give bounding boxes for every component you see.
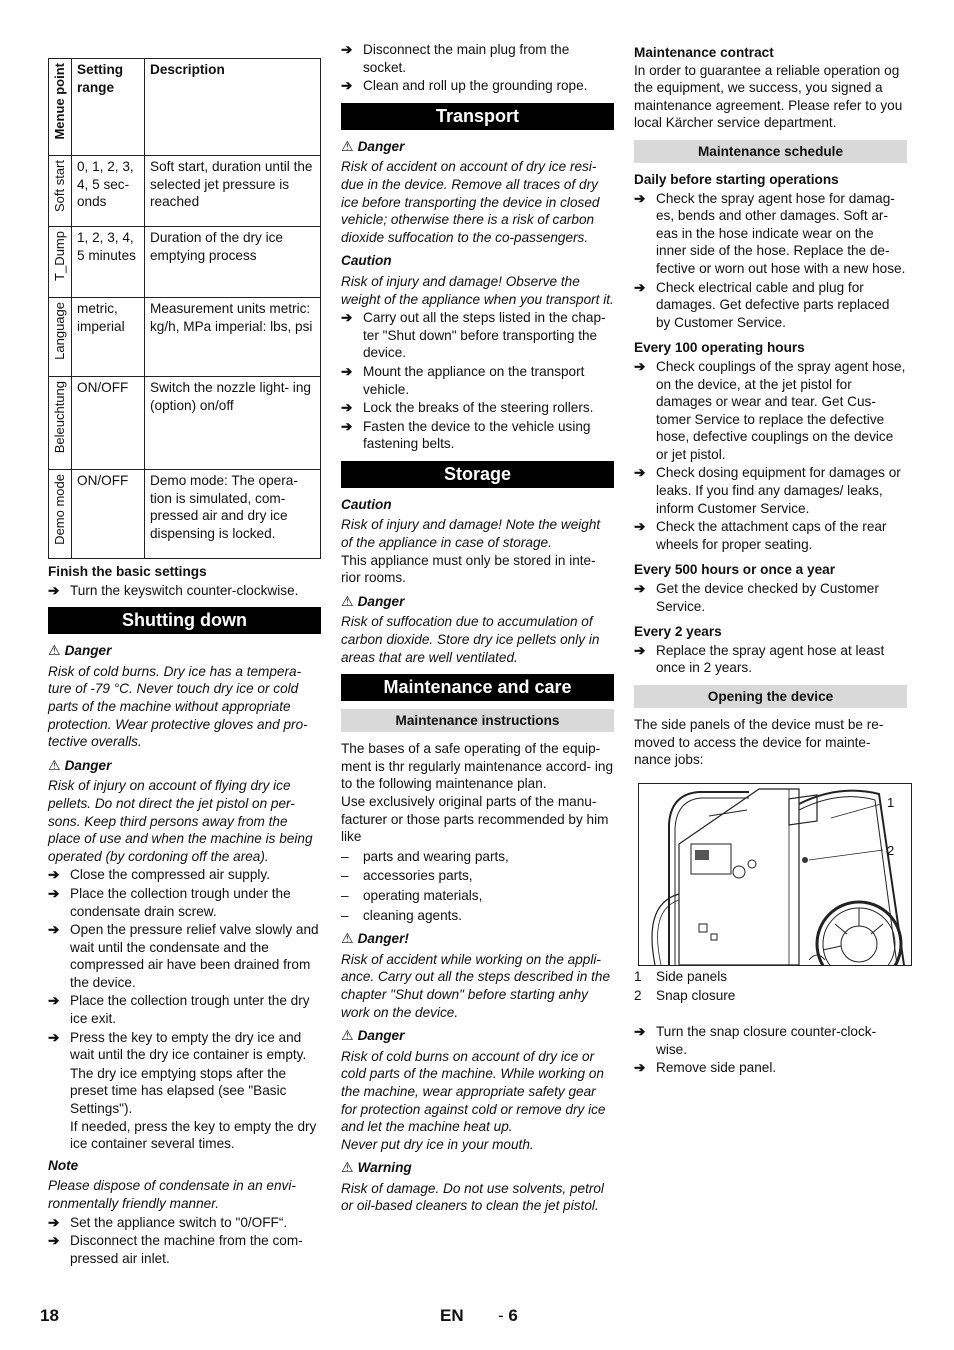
device-illustration <box>639 784 911 965</box>
danger-label: ⚠ Danger <box>341 1027 405 1044</box>
warning-triangle-icon: ⚠ <box>341 592 354 609</box>
storage-text: This appliance must only be stored in inte- rior rooms. <box>341 552 596 586</box>
list-item: – parts and wearing parts, <box>341 848 509 864</box>
warning-triangle-icon: ⚠ <box>341 930 354 947</box>
table-cell-point: Language <box>52 302 67 360</box>
step-item: ➔ Place the collection trough unter the dry ice exit. <box>48 993 310 1027</box>
page-number: 18 <box>40 1306 59 1325</box>
paragraph: Use exclusively original parts of the manu- facturer or those parts recommended by him like <box>341 794 609 845</box>
note-label: Note <box>48 1157 79 1173</box>
table-row <box>49 298 321 377</box>
arrow-icon: ➔ <box>634 581 646 597</box>
sub-page-number: - 6 <box>498 1306 518 1325</box>
step-item: ➔ Set the appliance switch to "0/OFF“. <box>48 1214 288 1230</box>
caution-label: Caution <box>341 253 392 269</box>
callout-1: 1 <box>887 794 895 810</box>
warning-triangle-icon: ⚠ <box>341 1159 354 1176</box>
section-title-transport: Transport <box>341 103 614 130</box>
danger-label: ⚠ Danger <box>48 642 112 659</box>
danger-text: Risk of cold burns on account of dry ice or cold parts of the machine. While working on the machine, wear appropriate safety gear for protection against cold or remove dry ice and let the machine heat up. <box>341 1048 606 1135</box>
arrow-icon: ➔ <box>341 363 353 379</box>
arrow-icon: ➔ <box>634 358 646 374</box>
step-item: ➔ Press the key to empty the dry ice and wait until the dry ice container is empty. <box>48 1029 307 1063</box>
step-item: ➔ Remove side panel. <box>634 1060 777 1076</box>
arrow-icon: ➔ <box>634 465 646 481</box>
arrow-icon: ➔ <box>48 1214 60 1230</box>
arrow-icon: ➔ <box>48 922 60 938</box>
arrow-icon: ➔ <box>48 867 60 883</box>
device-figure <box>638 783 912 966</box>
step-item: ➔ Close the compressed air supply. <box>48 867 270 883</box>
table-cell-desc: Duration of the dry ice emptying process <box>145 227 321 298</box>
warning-text: Risk of damage. Do not use solvents, petrol or oil-based cleaners to clean the jet pistol. <box>341 1180 604 1214</box>
subsection-title-opening-device: Opening the device <box>634 685 907 708</box>
step-item: ➔ Turn the snap closure counter-clock- wise. <box>634 1023 877 1057</box>
warning-triangle-icon: ⚠ <box>341 137 354 154</box>
paragraph: The side panels of the device must be re- moved to access the device for mainte- nance jobs: <box>634 717 884 768</box>
table-header-row <box>49 59 321 156</box>
caution-text: Risk of injury and damage! Note the weight of the appliance in case of storage. <box>341 517 601 551</box>
arrow-icon: ➔ <box>48 582 60 598</box>
table-cell-point: Beleuchtung <box>52 381 67 454</box>
column-middle <box>341 40 614 1215</box>
step-item: ➔ Lock the breaks of the steering rollers. <box>341 400 594 416</box>
step-continuation: If needed, press the key to empty the dry ice container several times. <box>70 1118 317 1152</box>
table-header-cell: Menue point <box>49 59 72 156</box>
warning-triangle-icon: ⚠ <box>48 642 61 659</box>
table-cell-point: Soft start <box>52 160 67 213</box>
table-cell-point: Demo mode <box>52 474 67 545</box>
table-cell-desc: Measurement units metric: kg/h, MPa imperial: lbs, psi <box>145 298 321 377</box>
arrow-icon: ➔ <box>341 418 353 434</box>
step-item: ➔ Place the collection trough under the condensate drain screw. <box>48 885 291 919</box>
table-header-cell: Setting range <box>72 59 145 156</box>
step-item: ➔ Fasten the device to the vehicle using fastening belts. <box>341 418 591 452</box>
subsection-title-maintenance-instructions: Maintenance instructions <box>341 709 614 732</box>
list-item: – accessories parts, <box>341 868 473 884</box>
table-header-cell: Description <box>145 59 321 156</box>
danger-text: Risk of suffocation due to accumulation of carbon dioxide. Store dry ice pellets only in areas that are well ventilated. <box>341 614 600 665</box>
arrow-icon: ➔ <box>48 1233 60 1249</box>
contract-heading: Maintenance contract <box>634 45 774 60</box>
callout-2: 2 <box>887 842 895 858</box>
list-item: – cleaning agents. <box>341 907 463 923</box>
column-right <box>634 40 907 1078</box>
table-cell-desc: Soft start, duration until the selected jet pressure is reached <box>145 156 321 227</box>
subsection-title-maintenance-schedule: Maintenance schedule <box>634 140 907 163</box>
arrow-icon: ➔ <box>341 310 353 326</box>
step-item: ➔ Mount the appliance on the transport vehicle. <box>341 363 585 397</box>
step-item: ➔ Check dosing equipment for damages or leaks. If you find any damages/ leaks, inform Customer Service. <box>634 465 901 516</box>
arrow-icon: ➔ <box>634 519 646 535</box>
table-cell-desc: Switch the nozzle light- ing (option) on/off <box>145 377 321 470</box>
arrow-icon: ➔ <box>48 993 60 1009</box>
danger-text: Never put dry ice in your mouth. <box>341 1136 534 1152</box>
table-cell-range: ON/OFF <box>72 377 145 470</box>
section-title-maintenance: Maintenance and care <box>341 674 614 701</box>
step-item: ➔ Carry out all the steps listed in the chap- ter "Shut down" before transporting the device. <box>341 310 606 361</box>
arrow-icon: ➔ <box>341 78 353 94</box>
arrow-icon: ➔ <box>634 1023 646 1039</box>
step-item: ➔ Turn the keyswitch counter-clockwise. <box>48 582 299 598</box>
danger-label: ⚠ Danger! <box>341 930 409 947</box>
step-item: ➔ Get the device checked by Customer Service. <box>634 581 879 614</box>
arrow-icon: ➔ <box>634 279 646 295</box>
legend-item: 2 Snap closure <box>634 988 736 1004</box>
table-cell-range: metric, imperial <box>72 298 145 377</box>
table-row <box>49 470 321 559</box>
legend-item: 1 Side panels <box>634 968 728 984</box>
finish-heading: Finish the basic settings <box>48 564 207 579</box>
table-cell-range: 0, 1, 2, 3, 4, 5 sec- onds <box>72 156 145 227</box>
step-item: ➔ Open the pressure relief valve slowly and wait until the condensate and the compressed air have been drained from the device. <box>48 922 319 990</box>
danger-text: Risk of injury on account of flying dry ice pellets. Do not direct the jet pistol on per- sons. Keep third persons away from the place of use and when the machine is being operated (by cordoning off the area). <box>48 778 313 864</box>
language-code: EN <box>440 1306 464 1325</box>
step-item: ➔ Check electrical cable and plug for damages. Get defective parts replaced by Customer Service. <box>634 279 890 330</box>
step-continuation: The dry ice emptying stops after the preset time has elapsed (see "Basic Settings"). <box>70 1065 287 1117</box>
contract-text: In order to guarantee a reliable operation og the equipment, we success, you signed a maintenance agreement. Please refer to you local Kärcher service department. <box>634 62 903 131</box>
danger-text: Risk of accident while working on the appli- ance. Carry out all the steps described in the chapter "Shut down" before starting anhy work on the device. <box>341 951 611 1020</box>
table-cell-desc: Demo mode: The opera- tion is simulated, com- pressed air and dry ice dispensing is locked. <box>145 470 321 559</box>
arrow-icon: ➔ <box>634 190 646 206</box>
table-row <box>49 377 321 470</box>
table-cell-point: T_Dump <box>52 231 67 281</box>
list-item: – operating materials, <box>341 887 483 903</box>
danger-text: Risk of accident on account of dry ice resi- due in the device. Remove all traces of dry ice before transporting the device in closed vehicle; otherwise there is a risk of carbon dioxide suffocation to the co-passengers. <box>341 159 600 245</box>
table-row <box>49 227 321 298</box>
warning-triangle-icon: ⚠ <box>48 756 61 773</box>
step-item: ➔ Disconnect the main plug from the socket. <box>341 42 570 75</box>
table-row <box>49 156 321 227</box>
arrow-icon: ➔ <box>48 1029 60 1045</box>
schedule-heading: Every 500 hours or once a year <box>634 562 835 578</box>
schedule-heading: Daily before starting operations <box>634 171 839 187</box>
arrow-icon: ➔ <box>48 885 60 901</box>
schedule-heading: Every 100 operating hours <box>634 340 805 356</box>
table-cell-range: 1, 2, 3, 4, 5 minutes <box>72 227 145 298</box>
section-title-shutting-down: Shutting down <box>48 607 321 634</box>
table-cell-range: ON/OFF <box>72 470 145 559</box>
step-item: ➔ Disconnect the machine from the com- pressed air inlet. <box>48 1233 303 1266</box>
column-left <box>48 40 321 1268</box>
warning-triangle-icon: ⚠ <box>341 1027 354 1044</box>
danger-label: ⚠ Danger <box>48 756 112 773</box>
step-item: ➔ Replace the spray agent hose at least once in 2 years. <box>634 642 885 676</box>
arrow-icon: ➔ <box>634 1060 646 1076</box>
arrow-icon: ➔ <box>341 400 353 416</box>
warning-label: ⚠ Warning <box>341 1159 412 1176</box>
danger-label: ⚠ Danger <box>341 137 405 154</box>
caution-text: Risk of injury and damage! Observe the weight of the appliance when you transport it. <box>341 273 614 307</box>
step-item: ➔ Check the spray agent hose for damag- es, bends and other damages. Soft ar- eas in the hose indicate wear on the inner side of the hose. Replace the de- fective or worn out hose with a new hose. <box>634 190 906 276</box>
step-item: ➔ Clean and roll up the grounding rope. <box>341 78 588 94</box>
step-item: ➔ Check the attachment caps of the rear wheels for proper seating. <box>634 519 887 552</box>
caution-label: Caution <box>341 496 392 512</box>
step-item: ➔ Check couplings of the spray agent hose, on the device, at the jet pistol for damages or wear and tear. Get Cus- tomer Service to replace the defective hose, defective couplings on the device or jet pistol. <box>634 358 906 462</box>
schedule-heading: Every 2 years <box>634 624 722 640</box>
danger-label: ⚠ Danger <box>341 592 405 609</box>
section-title-storage: Storage <box>341 461 614 488</box>
danger-text: Risk of cold burns. Dry ice has a tempera- ture of -79 °C. Never touch dry ice or cold parts of the machine without appropriate protection. Wear protective gloves and pro- tective overalls. <box>48 663 308 750</box>
settings-table <box>48 58 321 559</box>
paragraph: The bases of a safe operating of the equip- ment is thr regularly maintenance accord- ing to the following maintenance plan. <box>341 741 614 792</box>
note-text: Please dispose of condensate in an envi- ronmentally friendly manner. <box>48 1178 296 1211</box>
arrow-icon: ➔ <box>341 42 353 57</box>
arrow-icon: ➔ <box>634 642 646 658</box>
